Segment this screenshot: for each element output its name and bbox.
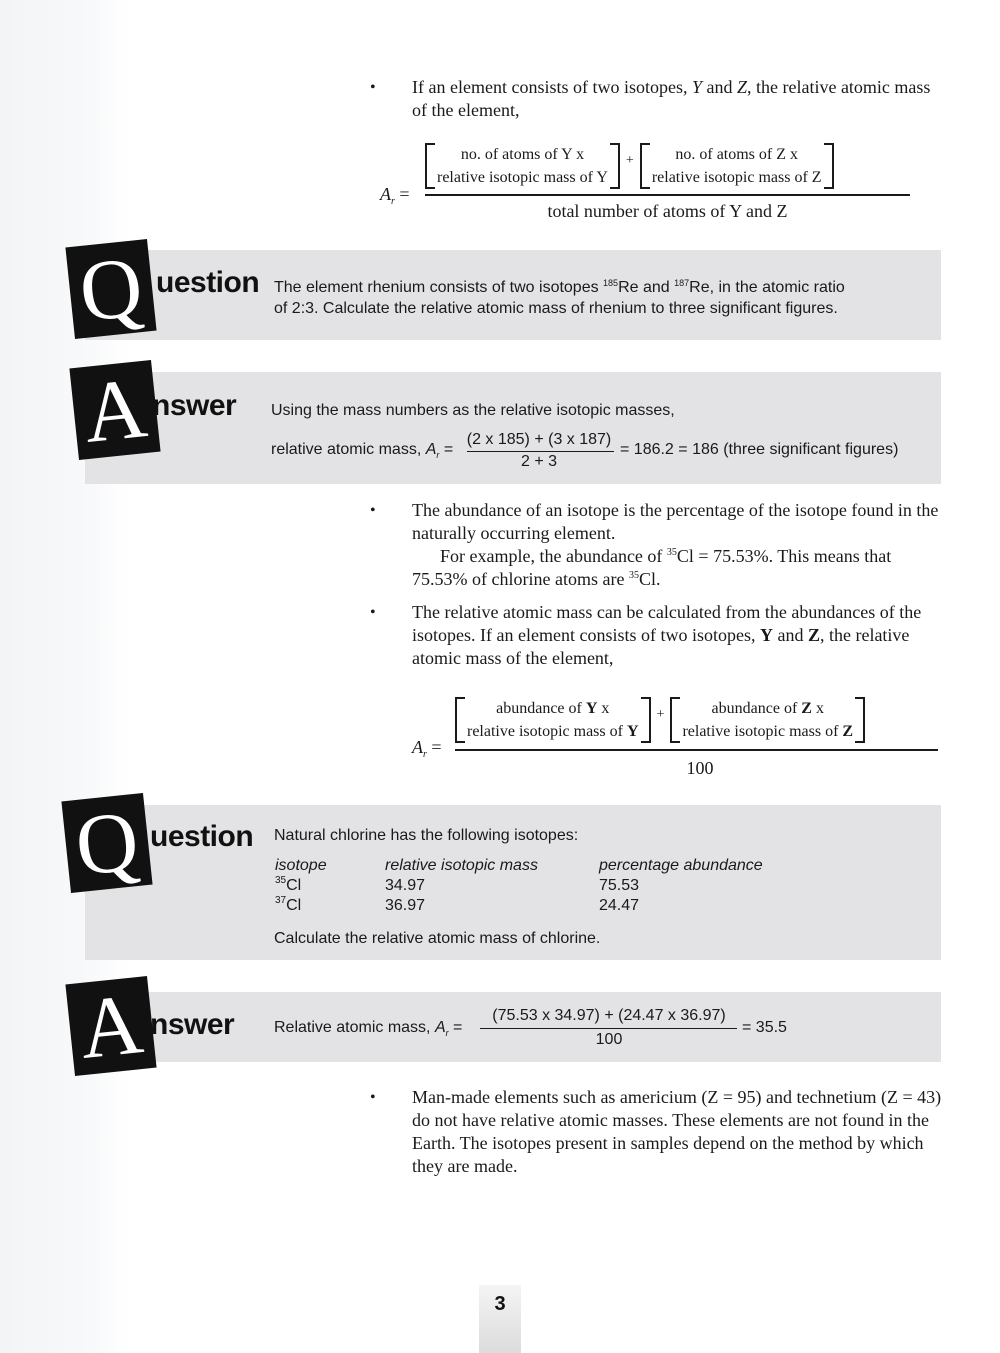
fraction-bar (425, 194, 910, 196)
table-header: isotope relative isotopic mass percentage abundance (275, 857, 763, 874)
bullet-icon: • (370, 79, 376, 96)
table-row: $^{37}$Cl 36.97 24.47 (275, 895, 640, 914)
left-bracket (670, 697, 680, 743)
bullet-man-made-elements: • Man-made elements such as americium (Z = 95) and technetium (Z = 43) do not have relative atomic masses. These elements are not found in the Earth. The isotopes present in samples depend on the method by which they are made. (370, 1087, 942, 1176)
right-bracket (610, 143, 620, 189)
left-bracket (640, 143, 650, 189)
answer-heading: nswer (152, 389, 237, 422)
question-heading: uestion (156, 266, 260, 299)
answer-equation-label: relative atomic mass, $A_r$ = (271, 441, 454, 461)
question-logo-q: Q (61, 793, 152, 893)
right-bracket (855, 697, 865, 743)
question-heading: uestion (150, 820, 254, 853)
left-bracket (425, 143, 435, 189)
bullet-abundance: • The abundance of an isotope is the percentage of the isotope found in the naturally occurring element. For example, the abundance of $^{35}$Cl = 75.53%. This means that 75.53% of chlorine atoms are $^{35}$Cl. (370, 500, 939, 589)
answer-equation-label: Relative atomic mass, $A_r$ = (274, 1019, 463, 1039)
fraction-bar (455, 749, 938, 751)
isotope-table (275, 856, 819, 916)
formula-numerator: no. of atoms of Y x relative isotopic mass of Y + no. of atoms of Z x relative isotopic mass of Z (425, 143, 834, 189)
bullet-icon: • (370, 1089, 376, 1106)
bullet-two-isotopes: • If an element consists of two isotopes, Y and Z, the relative atomic mass of the element, (370, 77, 931, 120)
formula-numerator: abundance of Y x relative isotopic mass of Y + abundance of Z x relative isotopic mass of Z (455, 697, 865, 743)
page-margin-shade (0, 0, 130, 1353)
left-bracket (455, 697, 465, 743)
bullet-icon: • (370, 502, 376, 519)
page-number: 3 (494, 1293, 506, 1315)
bullet-relative-atomic-mass: • The relative atomic mass can be calculated from the abundances of the isotopes. If an element consists of two isotopes, Y and Z, the relative atomic mass of the element, (370, 602, 922, 668)
question-text: The element rhenium consists of two isotopes $^{185}$Re and $^{187}$Re, in the atomic ratio of 2:3. Calculate the relative atomic mass of rhenium to three significant figures. (274, 278, 845, 317)
fraction-bar (480, 1028, 737, 1029)
table-row: $^{35}$Cl 34.97 75.53 (275, 875, 640, 894)
answer-heading: nswer (150, 1008, 235, 1041)
answer-logo-a: A (65, 976, 156, 1076)
bullet-icon: • (370, 604, 376, 621)
answer-logo-a: A (69, 360, 160, 460)
question-logo-q: Q (65, 239, 156, 339)
right-bracket (824, 143, 834, 189)
fraction-bar (467, 451, 614, 452)
right-bracket (641, 697, 651, 743)
page-number-tab (479, 1285, 521, 1353)
